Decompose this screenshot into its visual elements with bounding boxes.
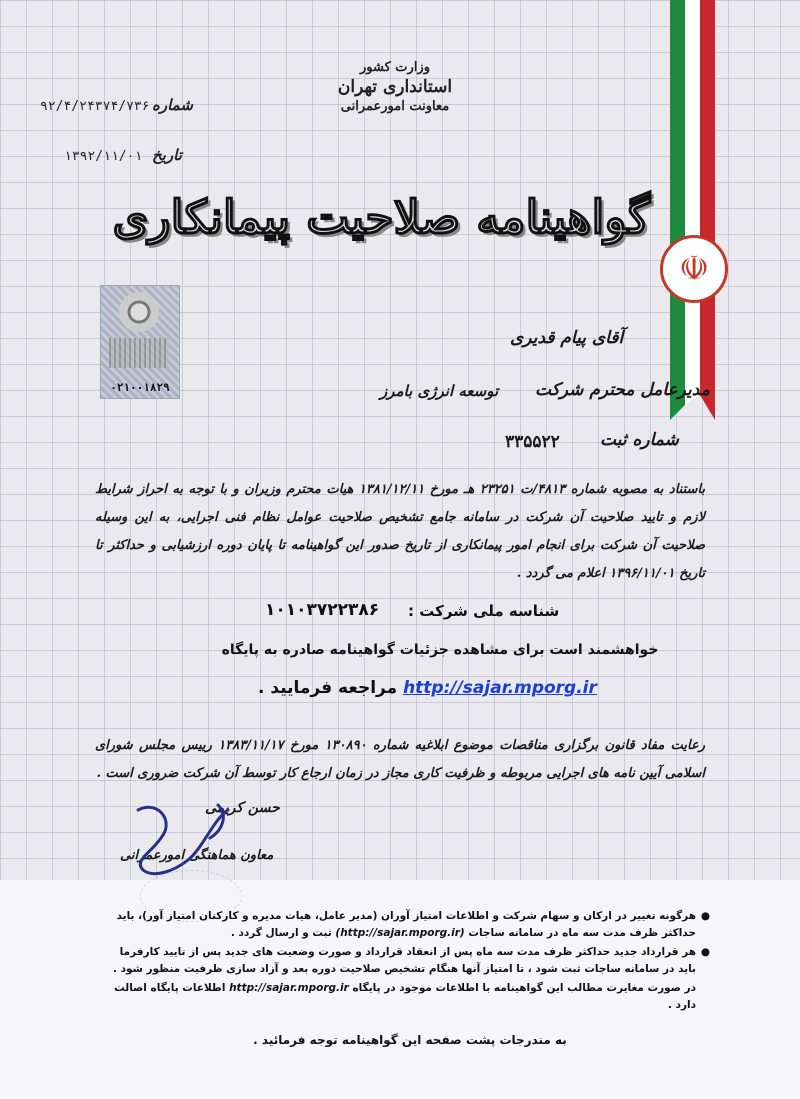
date-label: تاریخ <box>152 146 182 164</box>
decree-paragraph: باستناد به مصوبه شماره ۴۸۱۳/ت ۲۳۲۵۱ هـ مورخ ۱۳۸۱/۱۲/۱۱ هیات محترم وزیران و با توجه به احراز شرایط لازم و تایید صلاحیت آن شرکت در سامانه جامع تشخیص صلاحیت عوامل نظام فنی اجرایی، به این وسیله صلاحیت آن شرکت برای انجام امور پیمانکاری از تاریخ صدور این گواهینامه تا پایان دوره ارزشیابی و حداکثر تا تاریخ ۱۳۹۶/۱۱/۰۱ اعلام می گردد . <box>95 482 705 581</box>
notes-section <box>110 908 710 1016</box>
portal-line <box>258 678 597 698</box>
recipient-name: آقای پیام قدیری <box>510 328 624 348</box>
certificate-title: گواهینامه صلاحیت پیمانکاری <box>112 190 650 244</box>
portal-instruction: خواهشمند است برای مشاهده جزئیات گواهینامه صادره به پایگاه <box>221 642 659 658</box>
note-1-link[interactable]: (http://sajar.mporg.ir) <box>335 927 465 939</box>
number-label: شماره <box>152 96 193 114</box>
signatory-title: معاون هماهنگی امورعمرانی <box>120 848 274 863</box>
footer-note: به مندرجات پشت صفحه این گواهینامه توجه فرمائید . <box>253 1033 567 1047</box>
iran-emblem-icon: ☫ <box>660 235 728 303</box>
registration-label: شماره ثبت <box>600 430 679 450</box>
bullet-icon: ● <box>700 946 710 958</box>
number-value: ۹۲/۴/۲۴۳۷۴/۷۳۶ <box>40 99 150 114</box>
national-id-label: شناسه ملی شرکت : <box>408 602 560 620</box>
signatory-name: حسن کریمی <box>205 800 280 816</box>
ministry-header <box>330 60 460 114</box>
deputy-name: معاونت امورعمرانی <box>340 99 450 114</box>
note-3-tail: اطلاعات پایگاه اصالت دارد . <box>114 982 696 1011</box>
hologram-sticker <box>100 285 180 399</box>
note-2-text: هر قرارداد جدید حداکثر ظرف مدت سه ماه پس از انعقاد قرارداد و صورت وضعیت های جدید پس از تایید کارفرما باید در سامانه ساجات ثبت شود ، تا امتیاز آنها هنگام تشخیص صلاحیت دوره بعد و آزاد سازی ظرفیت منظور شود . <box>112 946 696 975</box>
national-id-value: ۱۰۱۰۳۷۲۲۳۸۶ <box>265 600 380 620</box>
hologram-seal-icon <box>119 292 159 332</box>
registration-number: ۳۳۵۵۲۲ <box>505 432 560 452</box>
hologram-pattern <box>109 338 169 368</box>
bullet-icon: ● <box>700 910 710 922</box>
ministry-name: وزارت کشور <box>360 60 430 75</box>
portal-link[interactable]: http://sajar.mporg.ir <box>403 678 597 698</box>
note-3-text: در صورت مغایرت مطالب این گواهینامه با اطلاعات موجود در پایگاه <box>352 982 696 994</box>
portal-tail: مراجعه فرمایید . <box>258 678 398 698</box>
recipient-role-label: مدیرعامل محترم شرکت <box>535 380 710 400</box>
note-1-tail: ثبت و ارسال گردد . <box>230 927 332 939</box>
note-1-text: هرگونه تغییر در ارکان و سهام شرکت و اطلاعات امتیاز آوران (مدیر عامل، هیات مدیره و کارکنان امتیاز آور)، باید حداکثر ظرف مدت سه ماه در سامانه ساجات <box>116 910 696 939</box>
law-paragraph: رعایت مفاد قانون برگزاری مناقصات موضوع ابلاغیه شماره ۱۳۰۸۹۰ مورخ ۱۳۸۳/۱۱/۱۷ رییس مجلس شورای اسلامی آیین نامه های اجرایی مربوطه و ظرفیت کاری مجاز در زمان ارجاع کار توسط آن شرکت ضروری است . <box>95 738 705 781</box>
note-item <box>110 980 710 1014</box>
company-name: توسعه انرژی بامرز <box>380 382 499 400</box>
note-item <box>110 944 710 978</box>
note-item <box>110 908 710 942</box>
governorate-name: استانداری تهران <box>337 77 453 97</box>
flag-ribbon <box>670 0 715 420</box>
date-value: ۱۳۹۲/۱۱/۰۱ <box>64 149 143 164</box>
note-3-link[interactable]: http://sajar.mporg.ir <box>229 982 349 994</box>
hologram-code: ۰۲۱۰۰۱۸۲۹ <box>110 381 170 394</box>
